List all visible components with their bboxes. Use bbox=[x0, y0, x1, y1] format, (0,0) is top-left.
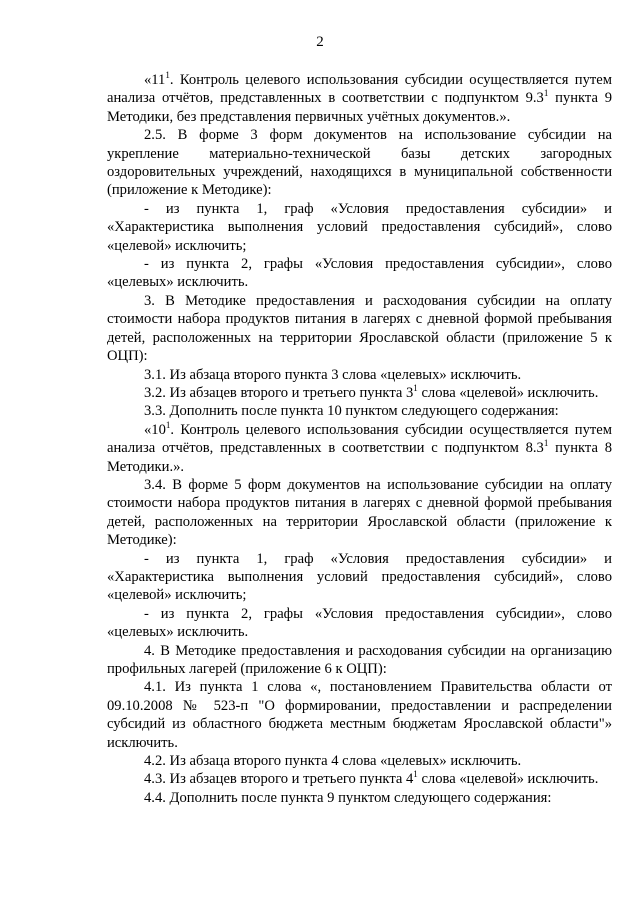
paragraph bbox=[107, 384, 612, 402]
paragraph-text: 3.4. В форме 5 форм документов на использование субсидии на оплату стоимости набора продуктов питания в лагерях с дневной формой пребывания детей, расположенных на территории Ярославской области (приложение к Методике): bbox=[107, 476, 612, 549]
paragraph bbox=[107, 255, 612, 292]
paragraph-text: 3.1. Из абзаца второго пункта 3 слова «целевых» исключить. bbox=[144, 366, 522, 383]
paragraph bbox=[107, 402, 612, 420]
paragraph bbox=[107, 421, 612, 476]
paragraph-text: 3.2. Из абзацев второго и третьего пункта 3 bbox=[144, 384, 414, 401]
paragraph-text: 4.2. Из абзаца второго пункта 4 слова «целевых» исключить. bbox=[144, 753, 522, 770]
paragraph-text: 4.1. Из пункта 1 слова «, постановлением Правительства области от 09.10.2008 № 523-п "О формировании, предоставлении и распределении субсидий из областного бюджета местным бюджетам Ярославской области"» исключить. bbox=[107, 679, 612, 751]
paragraph bbox=[107, 366, 612, 384]
paragraph bbox=[107, 200, 612, 255]
paragraph bbox=[107, 126, 612, 200]
paragraph-text: «10 bbox=[144, 421, 166, 438]
paragraph-text: 4.3. Из абзацев второго и третьего пункта 4 bbox=[144, 771, 414, 788]
superscript: 1 bbox=[543, 88, 549, 99]
superscript: 1 bbox=[413, 382, 418, 393]
paragraph-text: . Контроль целевого использования субсидии осуществляется путем анализа отчётов, представленных в соответствии с подпунктом 8.3 bbox=[107, 421, 612, 457]
superscript: 1 bbox=[165, 70, 170, 80]
paragraph bbox=[107, 642, 612, 679]
paragraph bbox=[107, 476, 612, 550]
paragraph bbox=[107, 789, 612, 807]
paragraph bbox=[107, 752, 612, 770]
paragraph-text: слова «целевой» исключить. bbox=[417, 771, 599, 788]
paragraph-text: - из пункта 2, графы «Условия предоставления субсидии», слово «целевых» исключить. bbox=[107, 256, 612, 291]
paragraph-text: . Контроль целевого использования субсидии осуществляется путем анализа отчётов, представленных в соответствии с подпунктом 9.3 bbox=[107, 72, 612, 107]
paragraph-text: слова «целевой» исключить. bbox=[417, 384, 599, 401]
paragraph bbox=[107, 605, 612, 642]
paragraph-text: 4.4. Дополнить после пункта 9 пунктом следующего содержания: bbox=[144, 789, 552, 806]
paragraph-text: 2.5. В форме 3 форм документов на использование субсидии на укрепление материально-технической базы детских загородных оздоровительных учреждений, находящихся в муниципальной собственности (приложение к Методике): bbox=[107, 127, 612, 199]
paragraph-text: пункта 8 Методики.». bbox=[107, 440, 612, 475]
document-body bbox=[107, 71, 612, 807]
paragraph-text: - из пункта 2, графы «Условия предоставления субсидии», слово «целевых» исключить. bbox=[107, 605, 612, 641]
paragraph bbox=[107, 550, 612, 605]
paragraph-text: 4. В Методике предоставления и расходования субсидии на организацию профильных лагерей (приложение 6 к ОЦП): bbox=[107, 642, 612, 677]
paragraph bbox=[107, 292, 612, 366]
superscript: 1 bbox=[165, 419, 171, 430]
paragraph-text: «11 bbox=[144, 72, 166, 88]
paragraph-text: пункта 9 Методики, без представления первичных учётных документов.». bbox=[107, 90, 612, 125]
superscript: 1 bbox=[413, 769, 418, 780]
paragraph-text: 3.3. Дополнить после пункта 10 пунктом следующего содержания: bbox=[144, 403, 559, 420]
paragraph bbox=[107, 770, 612, 788]
page-number: 2 bbox=[316, 34, 324, 50]
paragraph bbox=[107, 678, 612, 752]
paragraph-text: - из пункта 1, граф «Условия предоставления субсидии» и «Характеристика выполнения условий предоставления субсидий», слово «целевой» исключить; bbox=[107, 550, 612, 604]
superscript: 1 bbox=[543, 438, 549, 449]
paragraph-text: - из пункта 1, граф «Условия предоставления субсидии» и «Характеристика выполнения условий предоставления субсидий», слово «целевой» исключить; bbox=[107, 200, 612, 254]
paragraph-text: 3. В Методике предоставления и расходования субсидии на оплату стоимости набора продуктов питания в лагерях с дневной формой пребывания детей, расположенных на территории Ярославской области (приложение 5 к ОЦП): bbox=[107, 292, 612, 365]
paragraph bbox=[107, 71, 612, 126]
